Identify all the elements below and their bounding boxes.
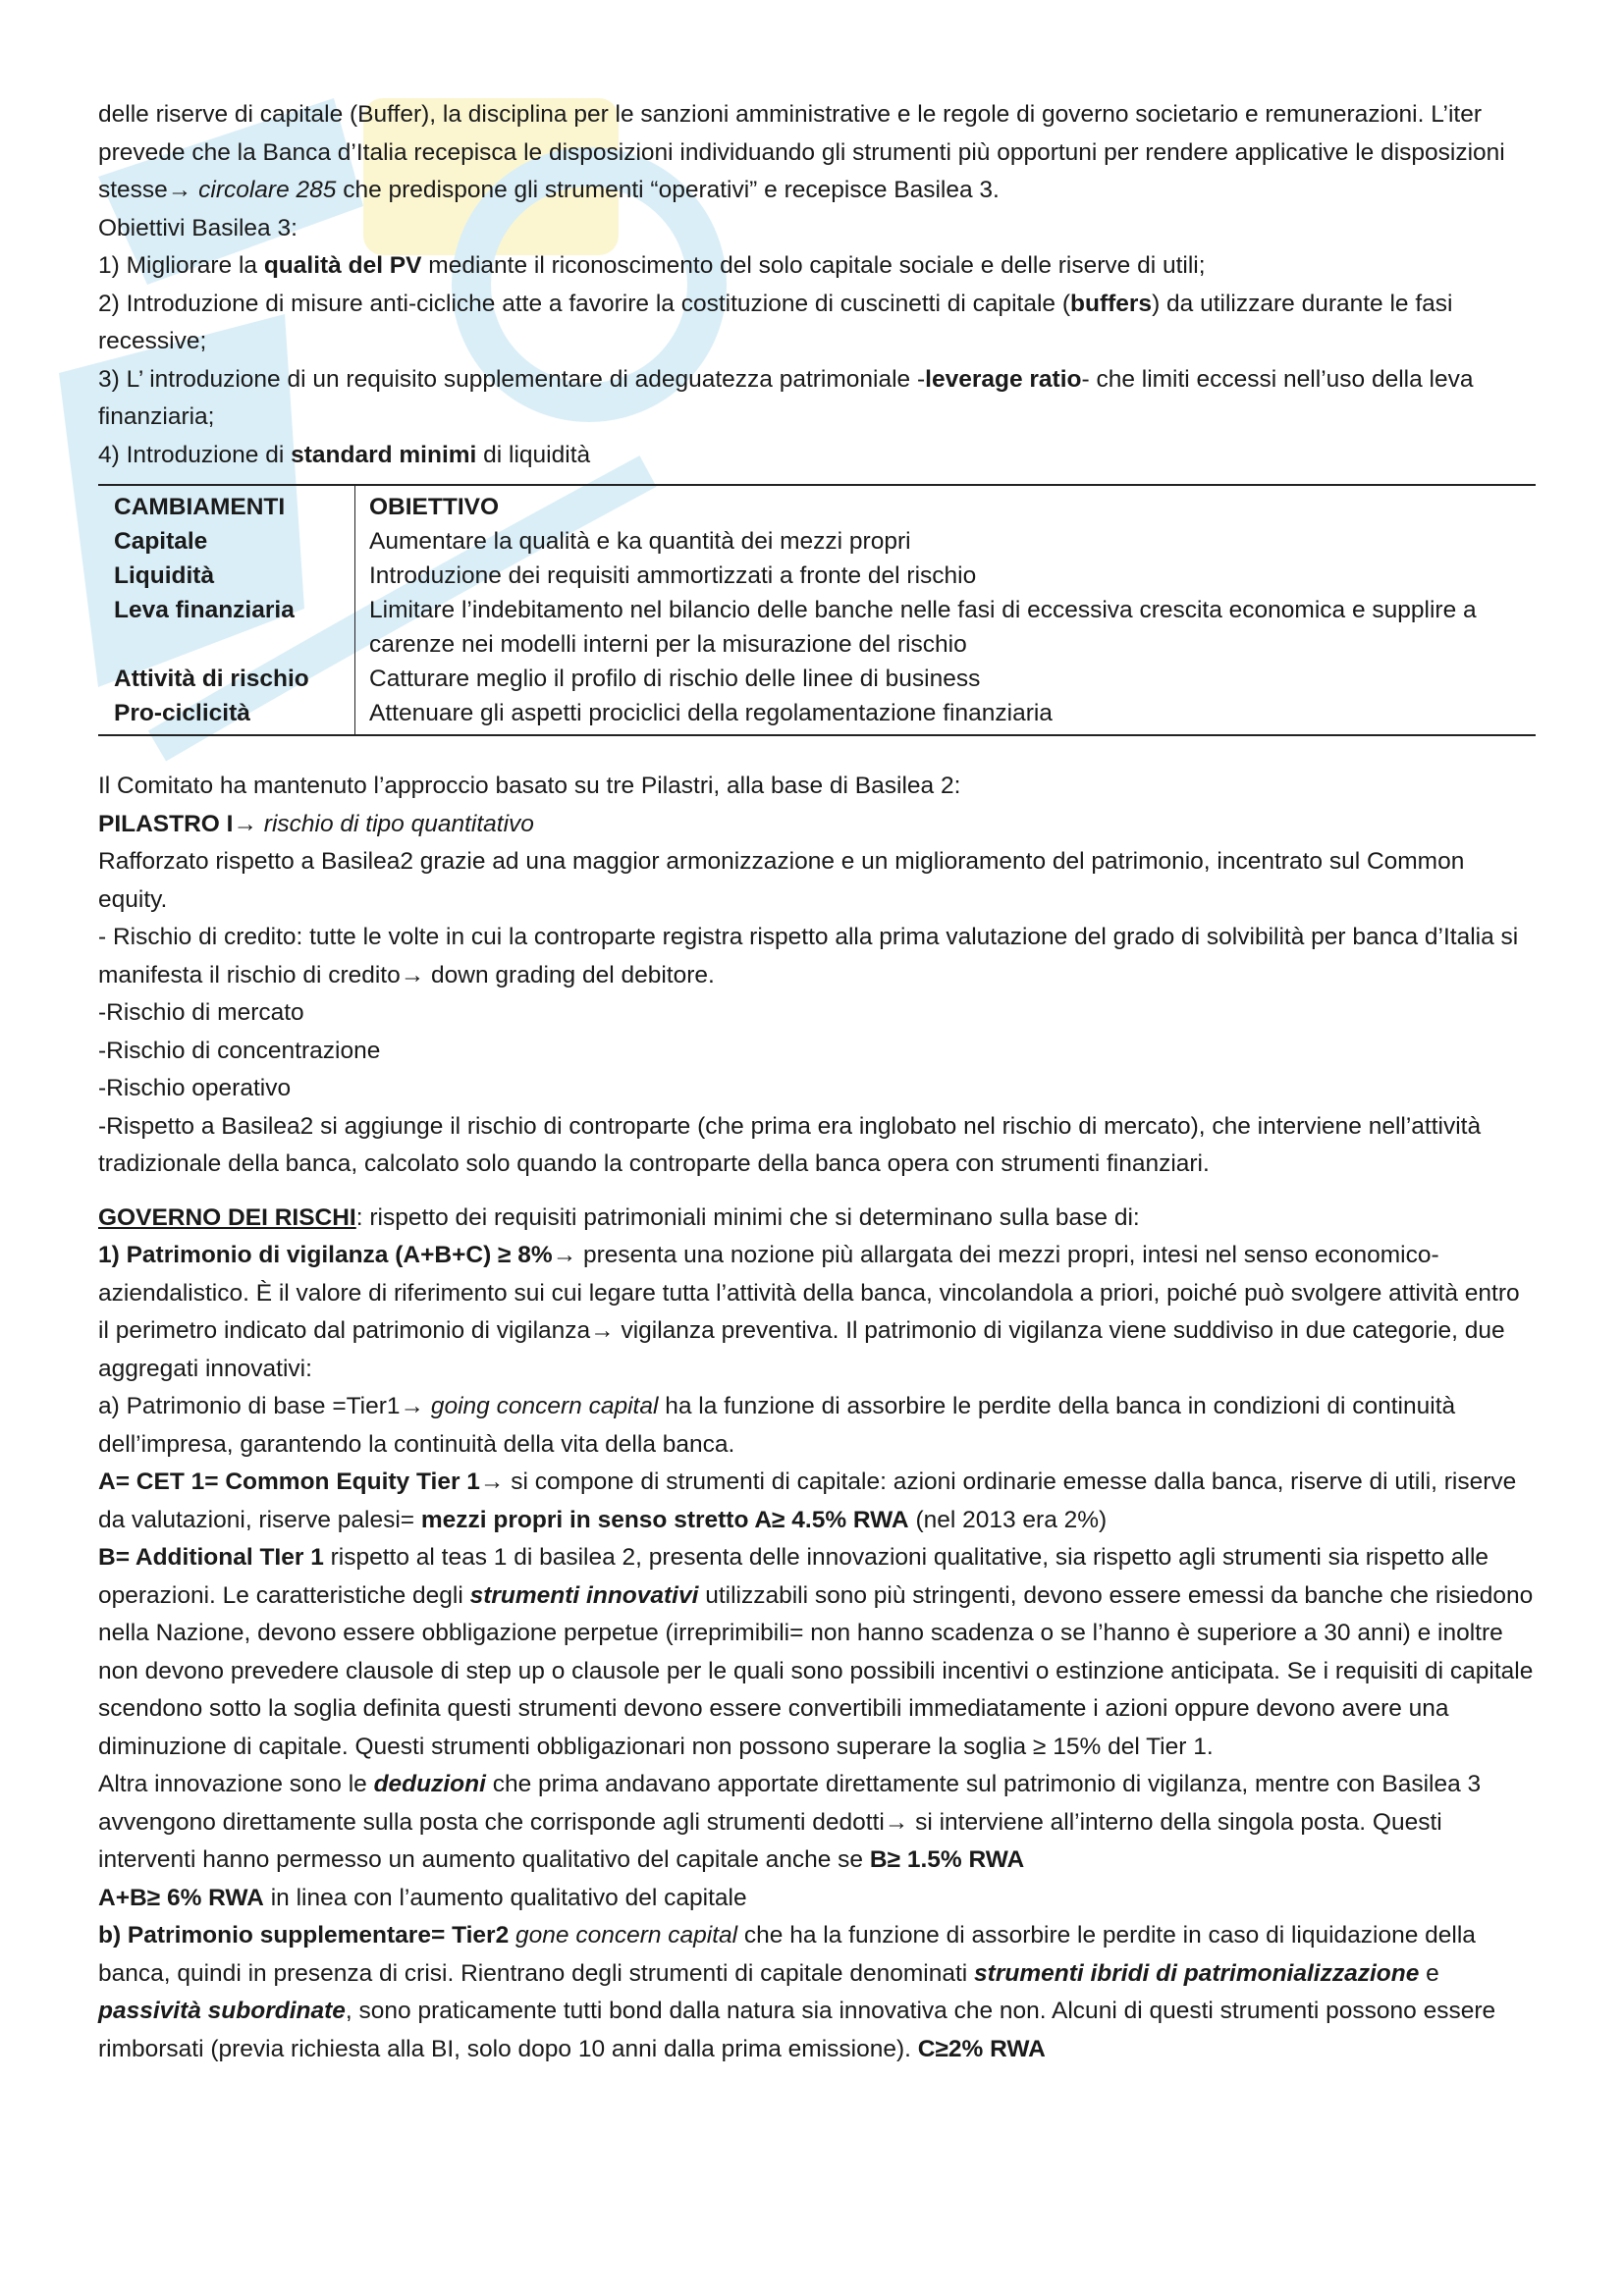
row-goal: Attenuare gli aspetti prociclici della regolamentazione finanziaria bbox=[355, 696, 1537, 735]
objectives-title: Obiettivi Basilea 3: bbox=[98, 214, 298, 241]
document-body bbox=[98, 96, 1536, 2068]
changes-table bbox=[98, 484, 1536, 736]
objective-3: 3) L’ introduzione di un requisito supplementare di adeguatezza patrimoniale -leverage ratio- che limiti eccessi nell’uso della leva finanziaria; bbox=[98, 365, 1474, 430]
table-row bbox=[98, 696, 1536, 735]
governance-heading: GOVERNO DEI RISCHI: rispetto dei requisiti patrimoniali minimi che si determinano sulla base di: bbox=[98, 1203, 1140, 1231]
pillars-intro: Il Comitato ha mantenuto l’approccio basato su tre Pilastri, alla base di Basilea 2: bbox=[98, 773, 961, 799]
objective-2: 2) Introduzione di misure anti-cicliche atte a favorire la costituzione di cuscinetti di capitale (buffers) da utilizzare durante le fasi recessive; bbox=[98, 290, 1453, 354]
header-obiettivo: OBIETTIVO bbox=[355, 485, 1537, 524]
row-change: Liquidità bbox=[98, 559, 355, 593]
tier1-paragraph: a) Patrimonio di base =Tier1→ going concern capital ha la funzione di assorbire le perdite della banca in condizioni di continuità dell’impresa, garantendo la continuità della vita della banca. bbox=[98, 1393, 1456, 1458]
row-goal: Introduzione dei requisiti ammortizzati a fronte del rischio bbox=[369, 562, 977, 589]
operational-risk: -Rischio operativo bbox=[98, 1075, 292, 1101]
market-risk: -Rischio di mercato bbox=[98, 999, 304, 1026]
pillar-1-heading: PILASTRO I→ rischio di tipo quantitativo bbox=[98, 810, 534, 837]
table-row bbox=[98, 593, 1536, 662]
row-goal: Aumentare la qualità e ka quantità dei mezzi propri bbox=[369, 528, 911, 555]
objective-1: 1) Migliorare la qualità del PV mediante il riconoscimento del solo capitale sociale e delle riserve di utili; bbox=[98, 252, 1206, 279]
table-row bbox=[98, 559, 1536, 593]
concentration-risk: -Rischio di concentrazione bbox=[98, 1037, 381, 1064]
row-goal: Catturare meglio il profilo di rischio delle linee di business bbox=[369, 666, 981, 692]
tier2-paragraph: b) Patrimonio supplementare= Tier2 gone concern capital che ha la funzione di assorbire le perdite in caso di liquidazione della banca, quindi in presenza di crisi. Rientrano degli strumenti di capitale denominati strumenti ibridi di patrimonializzazione e passività subordinate, sono praticamente tutti bond dalla natura sia innovativa che non. Alcuni di questi strumenti possono essere rimborsati (previa richiesta alla BI, solo dopo 10 anni dalla prima emissione). C≥2% RWA bbox=[98, 1922, 1496, 2062]
table-header-row bbox=[98, 485, 1536, 524]
intro-paragraph: delle riserve di capitale (Buffer), la disciplina per le sanzioni amministrative e le regole di governo societario e remunerazioni. L’iter prevede che la Banca d’Italia recepisca le disposizioni individuando gli strumenti più opportuni per rendere applicative le disposizioni stesse→ circolare 285 che predispone gli strumenti “operativi” e recepisce Basilea 3. bbox=[98, 101, 1505, 203]
a-plus-b-paragraph: A+B≥ 6% RWA in linea con l’aumento qualitativo del capitale bbox=[98, 1884, 747, 1911]
at1-paragraph: B= Additional TIer 1 rispetto al teas 1 di basilea 2, presenta delle innovazioni qualitative, sia rispetto agli strumenti sia rispetto alle operazioni. Le caratteristiche degli strumenti innovativi utilizzabili sono più stringenti, devono essere emessi da banche che risiedono nella Nazione, devono essere obbligazione perpetue (irreprimibili= non hanno scadenza o se l’hanno è superiore a 30 anni) e inoltre non devono prevedere clausole di step up o clausole per le quali sono possibili incentivi o estinzione anticipata. Se i requisiti di capitale scendono sotto la soglia definita questi strumenti devono essere convertibili immediatamente i azioni oppure devono avere una diminuzione di capitale. Questi strumenti obbligazionari non possono superare la soglia ≥ 15% del Tier 1. bbox=[98, 1544, 1534, 1760]
pillar-1-reinforced: Rafforzato rispetto a Basilea2 grazie ad una maggior armonizzazione e un miglioramento del patrimonio, incentrato sul Common equity. bbox=[98, 848, 1465, 913]
row-change: Pro-ciclicità bbox=[98, 696, 355, 735]
credit-risk: - Rischio di credito: tutte le volte in cui la controparte registra rispetto alla prima valutazione del grado di solvibilità per banca d’Italia si manifesta il rischio di credito→ down grading del debitore. bbox=[98, 924, 1519, 988]
objective-4: 4) Introduzione di standard minimi di liquidità bbox=[98, 441, 591, 468]
header-cambiamenti: CAMBIAMENTI bbox=[98, 485, 355, 524]
cet1-paragraph: A= CET 1= Common Equity Tier 1→ si compone di strumenti di capitale: azioni ordinarie emesse dalla banca, riserve di utili, riserve da valutazioni, riserve palesi= mezzi propri in senso stretto A≥ 4.5% RWA (nel 2013 era 2%) bbox=[98, 1468, 1517, 1533]
row-change: Leva finanziaria bbox=[98, 593, 355, 662]
counterparty-risk: -Rispetto a Basilea2 si aggiunge il rischio di controparte (che prima era inglobato nel rischio di mercato), che interviene nell’attività tradizionale della banca, calcolato solo quando la controparte della banca opera con strumenti finanziari. bbox=[98, 1112, 1482, 1177]
row-goal: Limitare l’indebitamento nel bilancio delle banche nelle fasi di eccessiva crescita economica e supplire a carenze nei modelli interni per la misurazione del rischio bbox=[369, 597, 1477, 658]
row-change: Attività di rischio bbox=[98, 662, 355, 696]
row-change: Capitale bbox=[98, 524, 355, 559]
table-row bbox=[98, 524, 1536, 559]
patrimonio-vigilanza: 1) Patrimonio di vigilanza (A+B+C) ≥ 8%→ presenta una nozione più allargata dei mezzi propri, intesi nel senso economico-aziendalistico. È il valore di riferimento sui cui legare tutta l’attività della banca, vincolandola a priori, poiché può svolgere attività entro il perimetro indicato dal patrimonio di vigilanza→ vigilanza preventiva. Il patrimonio di vigilanza viene suddiviso in due categorie, due aggregati innovativi: bbox=[98, 1242, 1520, 1382]
deductions-paragraph: Altra innovazione sono le deduzioni che prima andavano apportate direttamente sul patrimonio di vigilanza, mentre con Basilea 3 avvengono direttamente sulla posta che corrisponde agli strumenti dedotti→ si interviene all’interno della singola posta. Questi interventi hanno permesso un aumento qualitativo del capitale anche se B≥ 1.5% RWA bbox=[98, 1771, 1482, 1873]
table-row bbox=[98, 662, 1536, 696]
